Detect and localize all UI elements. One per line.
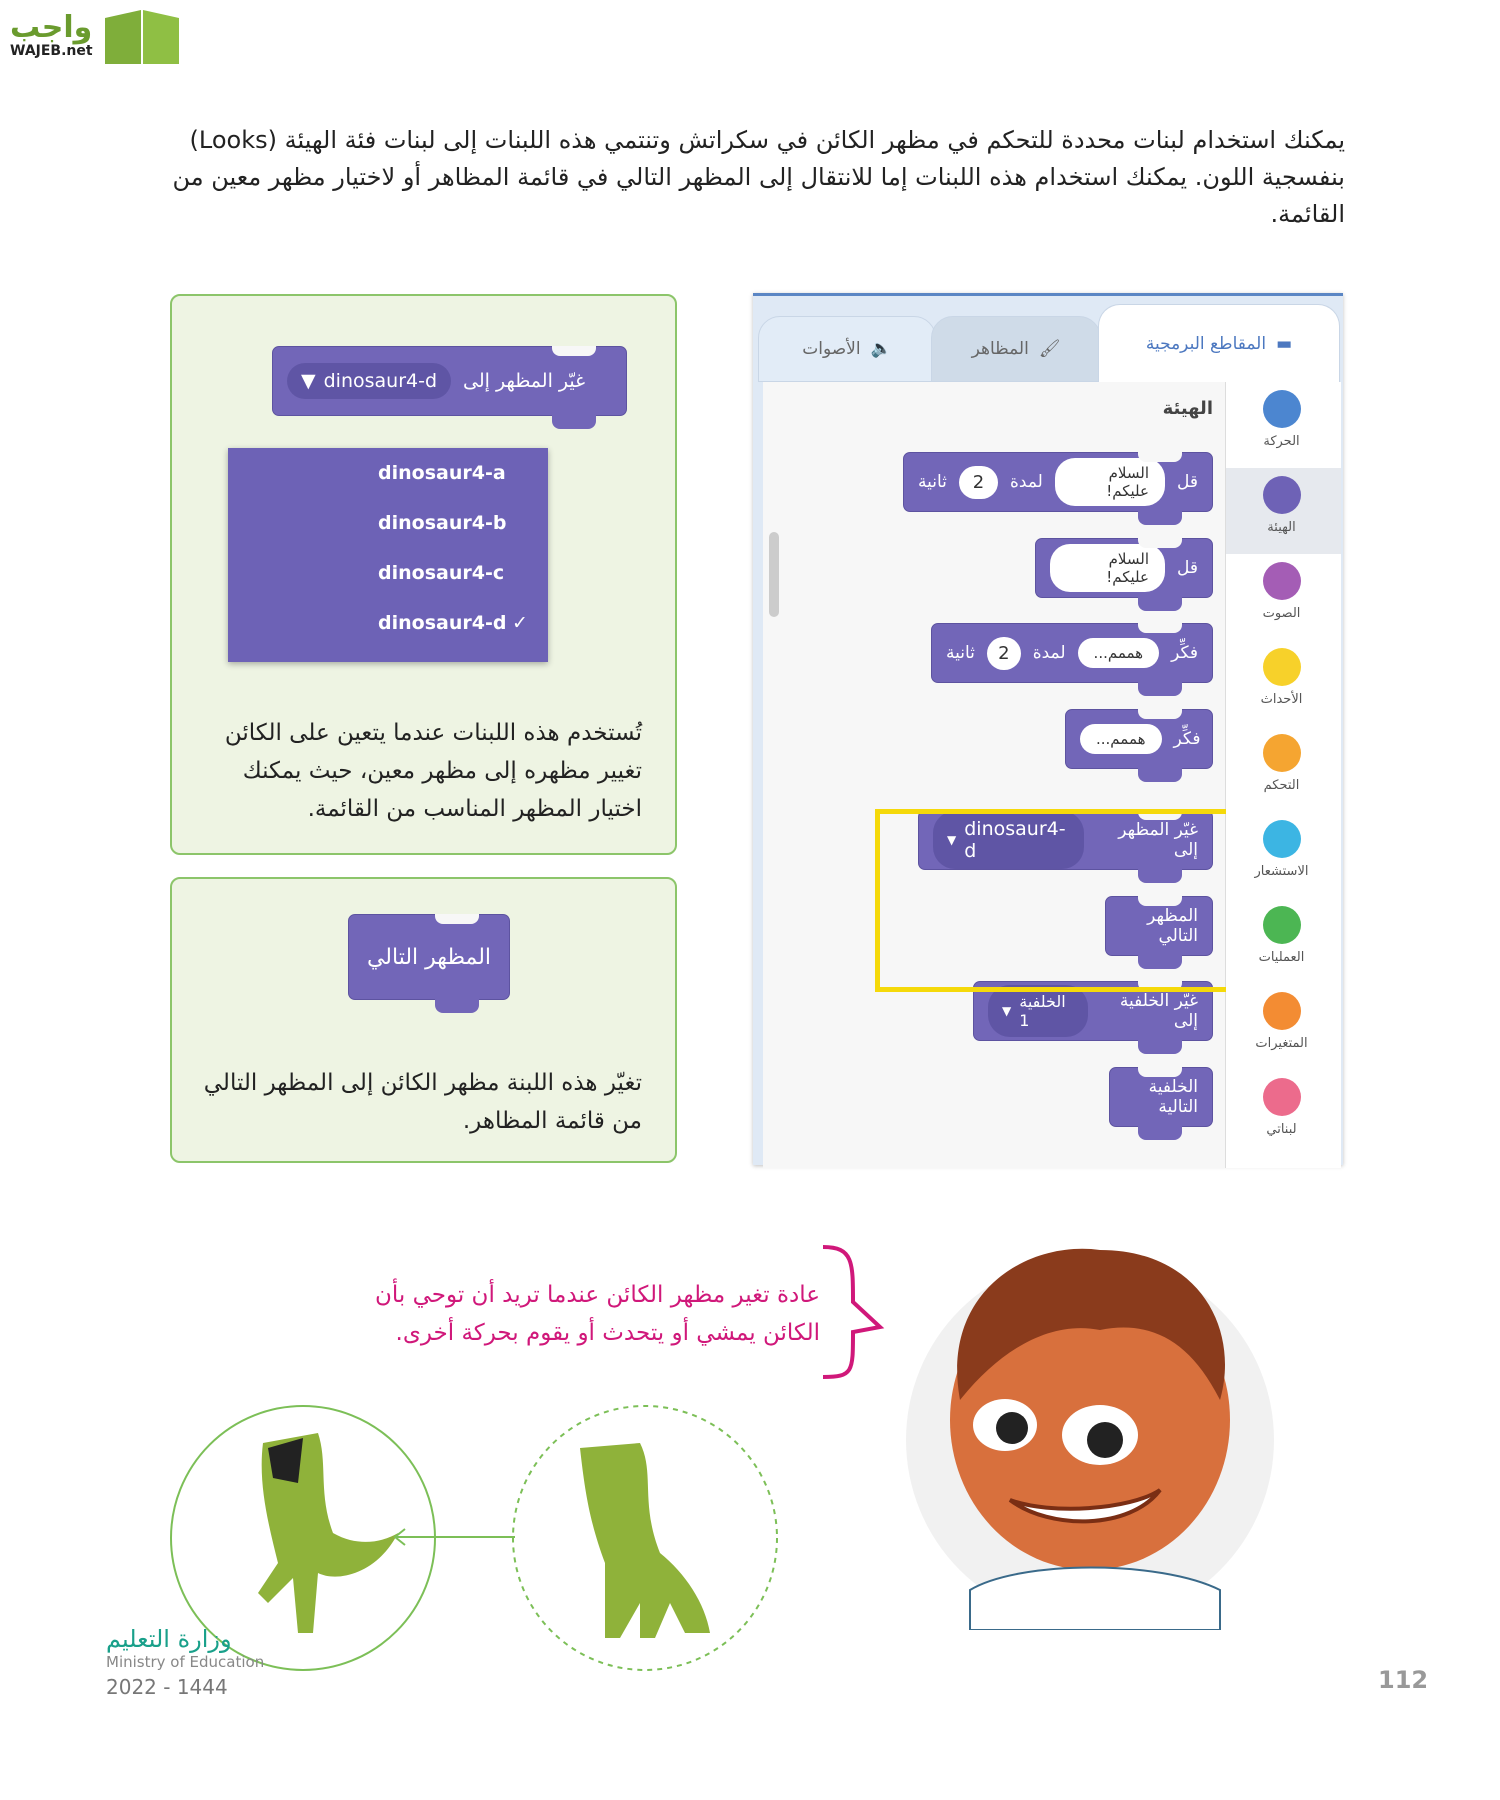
- sensing-dot-icon: [1263, 820, 1301, 858]
- menu-item[interactable]: dinosaur4-a: [378, 462, 506, 484]
- book-icon: [101, 6, 183, 66]
- menu-item[interactable]: dinosaur4-d: [378, 612, 507, 634]
- blocks-palette: [763, 382, 1226, 1168]
- section-title: الهيئة: [1162, 398, 1213, 419]
- control-dot-icon: [1263, 734, 1301, 772]
- intro-paragraph: يمكنك استخدام لبنات محددة للتحكم في مظهر الكائن في سكراتش وتنتمي هذه اللبنات إلى لبنات فئة الهيئة (Looks) بنفسجية اللون. يمكنك استخدام هذه اللبنات إما للانتقال إلى المظهر التالي في قائمة المظاهر أو لاختيار مظهر معين من القائمة.: [172, 126, 1345, 228]
- motion-dot-icon: [1263, 390, 1301, 428]
- category-control[interactable]: التحكم: [1226, 734, 1337, 793]
- backdrop-dropdown[interactable]: ▼ الخلفية 1: [988, 985, 1088, 1037]
- ministry-logo: وزارة التعليم Ministry of Education 2022 - 1444: [106, 1625, 265, 1699]
- operators-dot-icon: [1263, 906, 1301, 944]
- say-for-block[interactable]: قل السلام عليكم! لمدة 2 ثانية: [903, 452, 1213, 512]
- variables-dot-icon: [1263, 992, 1301, 1030]
- costume-menu: [228, 448, 548, 662]
- page-number: 112: [1378, 1666, 1429, 1694]
- switch-backdrop-block[interactable]: غيّر الخلفية إلى ▼ الخلفية 1: [973, 981, 1213, 1041]
- switch-costume-box: [170, 294, 677, 855]
- code-icon: ▬: [1276, 333, 1293, 354]
- say-block[interactable]: قل السلام عليكم!: [1035, 538, 1213, 598]
- category-sensing[interactable]: الاستشعار: [1226, 820, 1337, 879]
- next-costume-desc: تغيّر هذه اللبنة مظهر الكائن إلى المظهر التالي من قائمة المظاهر.: [203, 1070, 642, 1134]
- category-sound[interactable]: الصوت: [1226, 562, 1337, 621]
- sound-dot-icon: [1263, 562, 1301, 600]
- category-events[interactable]: الأحداث: [1226, 648, 1337, 707]
- events-dot-icon: [1263, 648, 1301, 686]
- switch-costume-block[interactable]: غيّر المظهر إلى ▼ dinosaur4-d: [272, 346, 627, 416]
- arrow-left-icon: [390, 1527, 515, 1547]
- think-block[interactable]: فكِّر هممم...: [1065, 709, 1213, 769]
- check-icon: ✓: [512, 612, 528, 634]
- next-costume-block[interactable]: المظهر التالي: [1105, 896, 1213, 956]
- costume-dropdown[interactable]: ▼ dinosaur4-d: [287, 363, 451, 399]
- tab-costumes[interactable]: 🖌 المظاهر: [931, 316, 1101, 382]
- dropdown-arrow-icon: ▼: [301, 370, 316, 392]
- think-for-block[interactable]: فكِّر هممم... لمدة 2 ثانية: [931, 623, 1213, 683]
- dropdown-arrow-icon: ▼: [947, 833, 957, 847]
- next-backdrop-block[interactable]: الخلفية التالية: [1109, 1067, 1213, 1127]
- highlight-frame: [875, 809, 1231, 992]
- tab-sounds[interactable]: 🔈 الأصوات: [758, 316, 936, 382]
- category-items: [1226, 390, 1337, 1150]
- next-costume-box: [170, 877, 677, 1163]
- switch-costume-block[interactable]: غيّر المظهر إلى ▼ dinosaur4-d: [918, 810, 1213, 870]
- menu-item[interactable]: dinosaur4-b: [378, 512, 507, 534]
- next-costume-block[interactable]: المظهر التالي: [348, 914, 510, 1000]
- brace-icon: [818, 1242, 888, 1382]
- looks-dot-icon: [1263, 476, 1301, 514]
- category-my-blocks[interactable]: لبناتي: [1226, 1078, 1337, 1137]
- switch-costume-desc: تُستخدم هذه اللبنات عندما يتعين على الكائن تغيير مظهره إلى مظهر معين، حيث يمكنك اختيار المظهر المناسب من القائمة.: [224, 720, 642, 822]
- tip-text: عادة تغير مظهر الكائن عندما تريد أن توحي بأن الكائن يمشي أو يتحدث أو يقوم بحركة أخرى.: [374, 1282, 820, 1346]
- dinosaur-standing-illustration: [510, 1403, 780, 1673]
- logo: واجب WAJEB.net: [10, 6, 183, 66]
- dropdown-arrow-icon: ▼: [1002, 1004, 1012, 1018]
- myblocks-dot-icon: [1263, 1078, 1301, 1116]
- menu-item[interactable]: dinosaur4-c: [378, 562, 505, 584]
- brush-icon: 🖌: [1038, 339, 1061, 359]
- scrollbar[interactable]: [769, 532, 779, 617]
- tab-code[interactable]: ▬ المقاطع البرمجية: [1098, 304, 1340, 382]
- costume-dropdown[interactable]: ▼ dinosaur4-d: [933, 811, 1084, 869]
- speaker-icon: 🔈: [870, 339, 892, 359]
- category-operators[interactable]: العمليات: [1226, 906, 1337, 965]
- boy-illustration: [900, 1230, 1280, 1630]
- category-looks[interactable]: الهيئة: [1226, 476, 1337, 535]
- category-variables[interactable]: المتغيرات: [1226, 992, 1337, 1051]
- category-motion[interactable]: الحركة: [1226, 390, 1337, 449]
